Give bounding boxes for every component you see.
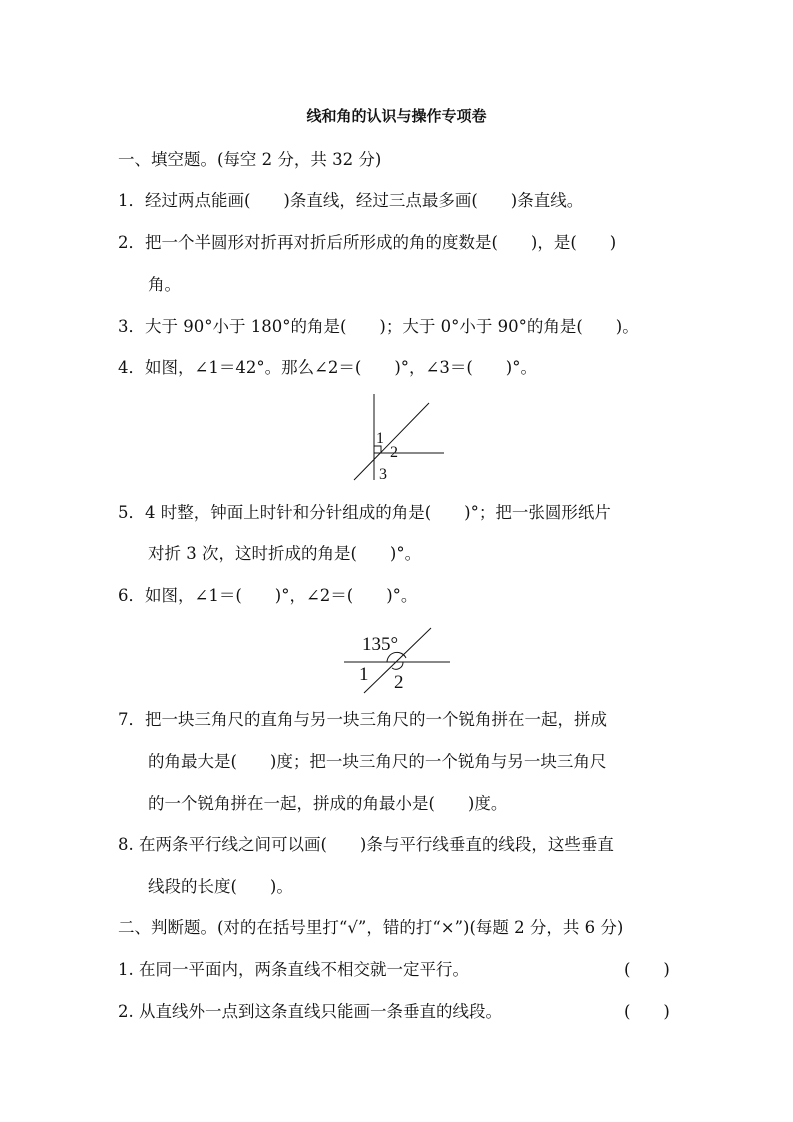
question-7-line1: 7．把一块三角尺的直角与另一块三角尺的一个锐角拼在一起，拼成 (118, 710, 607, 729)
answer-blank-2: ( ) (624, 1002, 670, 1021)
question-5-line2: 对折 3 次，这时折成的角是( )°。 (148, 544, 422, 563)
judge-question-2: 2. 从直线外一点到这条直线只能画一条垂直的线段。 (118, 1002, 502, 1021)
page-title: 线和角的认识与操作专项卷 (306, 107, 487, 125)
angle-figure-1 (340, 392, 450, 484)
angle-label-3: 3 (379, 466, 387, 483)
angle-arc-2 (392, 662, 403, 669)
angle-label-1: 1 (376, 430, 384, 447)
question-2-line2: 角。 (148, 275, 181, 294)
question-7-line3: 的一个锐角拼在一起，拼成的角最小是( )度。 (148, 794, 508, 813)
angle-figure-2 (340, 627, 455, 695)
section1-heading: 一、填空题。(每空 2 分，共 32 分) (118, 150, 382, 169)
angle-label-1: 1 (359, 664, 369, 685)
question-7-line2: 的角最大是( )度；把一块三角尺的一个锐角与另一块三角尺 (148, 752, 607, 771)
judge-question-1: 1. 在同一平面内，两条直线不相交就一定平行。 (118, 960, 469, 979)
diagonal-line (354, 403, 429, 480)
question-1: 1．经过两点能画( )条直线，经过三点最多画( )条直线。 (118, 191, 584, 210)
answer-blank-1: ( ) (624, 960, 670, 979)
question-8-line1: 8. 在两条平行线之间可以画( )条与平行线垂直的线段，这些垂直 (118, 835, 614, 854)
right-angle-mark (374, 446, 381, 453)
question-5-line1: 5．4 时整，钟面上时针和分针组成的角是( )°；把一张圆形纸片 (118, 503, 611, 522)
question-2-line1: 2．把一个半圆形对折再对折后所形成的角的度数是( )，是( ) (118, 233, 617, 252)
question-4: 4．如图，∠1＝42°。那么∠2＝( )°，∠3＝( )°。 (118, 358, 537, 377)
angle-label-135: 135° (362, 634, 399, 655)
section2-heading: 二、判断题。(对的在括号里打“√”，错的打“×”)(每题 2 分，共 6 分) (118, 918, 624, 937)
angle-label-2: 2 (390, 444, 398, 461)
question-6: 6．如图，∠1＝( )°，∠2＝( )°。 (118, 586, 418, 605)
angle-label-2: 2 (394, 672, 404, 693)
question-3: 3．大于 90°小于 180°的角是( )；大于 0°小于 90°的角是( )。 (118, 317, 639, 336)
question-8-line2: 线段的长度( )。 (148, 877, 293, 896)
